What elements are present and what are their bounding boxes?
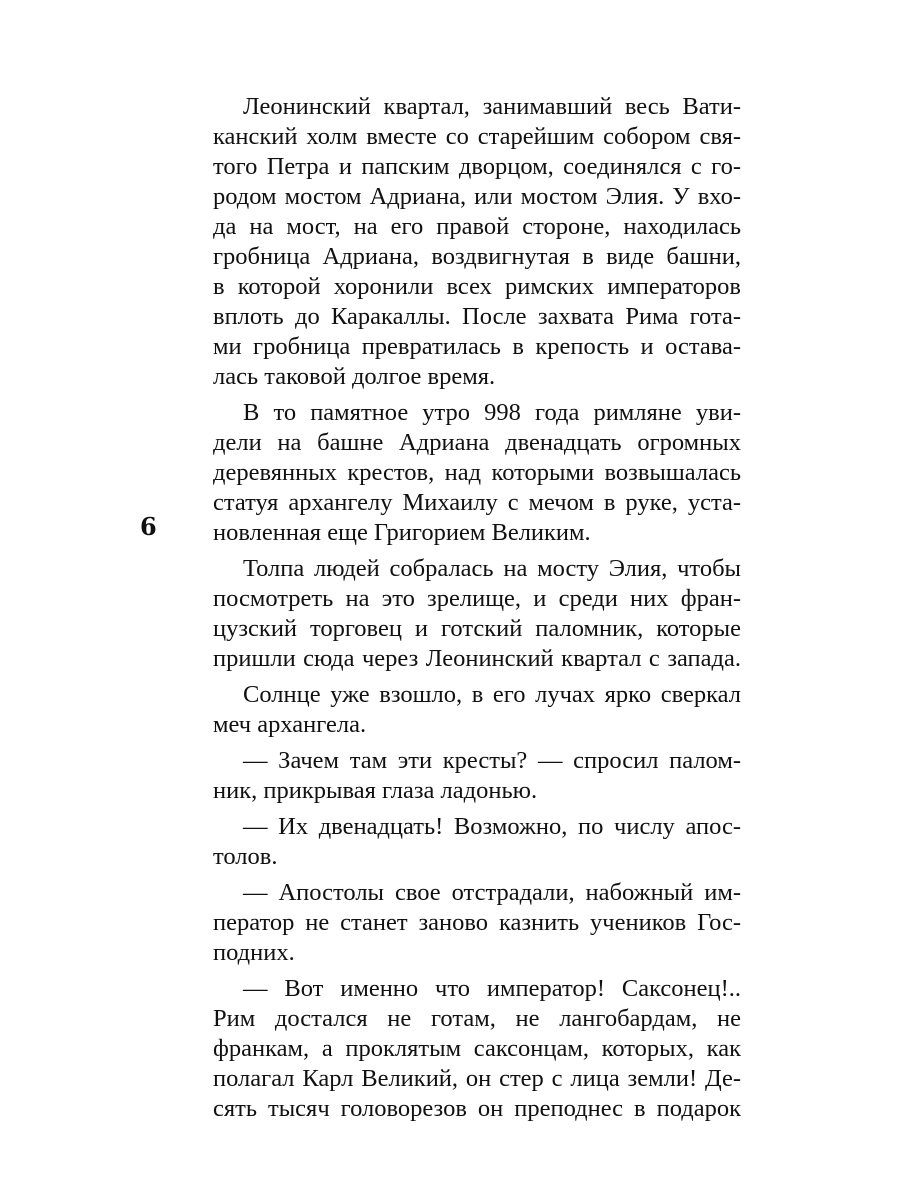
- text-line: Толпа людей собралась на мосту Элия, чтобы: [243, 555, 741, 582]
- text-line: новленная еще Григорием Великим.: [213, 519, 591, 546]
- text-line: посмотреть на это зрелище, и среди них фран-: [213, 585, 741, 612]
- text-line: Рим достался не готам, не лангобардам, не: [213, 1005, 741, 1032]
- body-text: [213, 92, 741, 1124]
- text-line: В то памятное утро 998 года римляне уви-: [243, 399, 741, 426]
- paragraph: [213, 974, 741, 1124]
- paragraph: [213, 398, 741, 548]
- text-line: в которой хоронили всех римских императоров: [213, 273, 741, 300]
- text-line: ник, прикрывая глаза ладонью.: [213, 777, 538, 804]
- text-line: деревянных крестов, над которыми возвышалась: [213, 459, 741, 486]
- text-line: меч архангела.: [213, 711, 367, 738]
- paragraph: [213, 878, 741, 968]
- text-line: того Петра и папским дворцом, соединялся с го-: [213, 153, 741, 180]
- text-line: Солнце уже взошло, в его лучах ярко сверкал: [243, 681, 741, 708]
- text-line: ми гробница превратилась в крепость и остава-: [213, 333, 741, 360]
- text-line: статуя архангелу Михаилу с мечом в руке, уста-: [213, 489, 741, 516]
- paragraph: [213, 680, 741, 740]
- text-line: гробница Адриана, воздвигнутая в виде башни,: [213, 243, 741, 270]
- text-line: пришли сюда через Леонинский квартал с запада.: [213, 645, 741, 672]
- text-line: Леонинский квартал, занимавший весь Вати-: [243, 93, 741, 120]
- text-line: франкам, а проклятым саксонцам, которых, как: [213, 1035, 741, 1062]
- paragraph: [213, 812, 741, 872]
- text-line: — Вот именно что император! Саксонец!..: [243, 975, 741, 1002]
- text-line: да на мост, на его правой стороне, находилась: [213, 213, 741, 240]
- paragraph: [213, 554, 741, 674]
- text-line: канский холм вместе со старейшим собором свя-: [213, 123, 741, 150]
- text-line: ператор не станет заново казнить учеников Гос-: [213, 909, 741, 936]
- text-line: — Их двенадцать! Возможно, по числу апос-: [243, 813, 741, 840]
- text-line: подних.: [213, 939, 295, 966]
- text-line: — Апостолы свое отстрадали, набожный им-: [243, 879, 741, 906]
- paragraph: [213, 746, 741, 806]
- text-line: сять тысяч головорезов он преподнес в подарок: [213, 1095, 741, 1122]
- text-line: цузский торговец и готский паломник, которые: [213, 615, 741, 642]
- text-line: лась таковой долгое время.: [213, 363, 496, 390]
- paragraph: [213, 92, 741, 392]
- text-line: дели на башне Адриана двенадцать огромных: [213, 429, 741, 456]
- text-line: полагал Карл Великий, он стер с лица земли! Де-: [213, 1065, 741, 1092]
- text-line: толов.: [213, 843, 278, 870]
- text-line: родом мостом Адриана, или мостом Элия. У вхо-: [213, 183, 741, 210]
- text-line: — Зачем там эти кресты? — спросил палом-: [243, 747, 741, 774]
- page-number: 6: [140, 512, 157, 541]
- text-line: вплоть до Каракаллы. После захвата Рима гота-: [213, 303, 741, 330]
